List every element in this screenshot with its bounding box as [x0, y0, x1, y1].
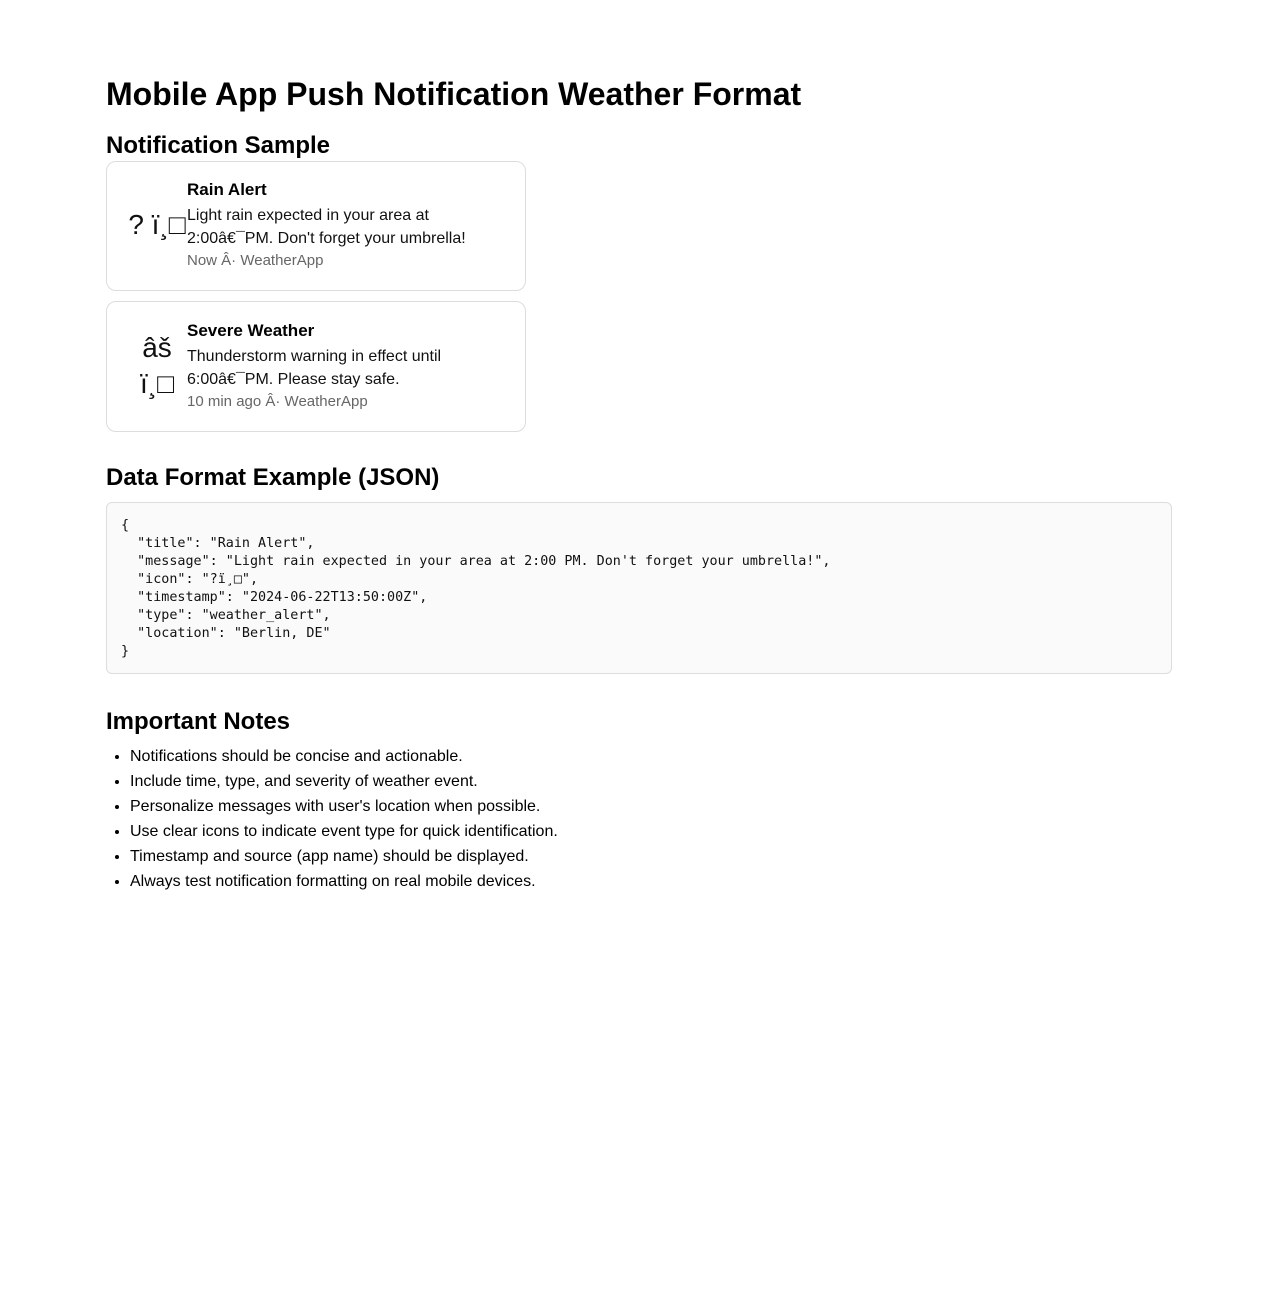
- notification-card-severe-weather[interactable]: [106, 301, 526, 432]
- notes-list: [106, 744, 1172, 894]
- data-format-heading: Data Format Example (JSON): [106, 464, 440, 491]
- notification-message: Thunderstorm warning in effect until 6:00â€¯PM. Please stay safe.: [187, 347, 442, 388]
- notification-card-rain-alert[interactable]: [106, 161, 526, 291]
- list-item: • Timestamp and source (app name) should be displayed.: [130, 844, 1172, 869]
- notification-title: Severe Weather: [187, 320, 315, 340]
- notification-body: [187, 320, 509, 412]
- notification-body: [187, 179, 509, 271]
- list-item: • Always test notification formatting on real mobile devices.: [130, 869, 1172, 894]
- json-code-block: { "title": "Rain Alert", "message": "Light rain expected in your area at 2:00 PM. Don't forget your umbrella!", "icon": "?ï¸□", "timestamp": "2024-06-22T13:50:00Z", "type": "weather_alert", "location": "Berlin, DE" }: [106, 502, 1172, 674]
- page-title: Mobile App Push Notification Weather Format: [106, 76, 802, 112]
- important-notes-heading: Important Notes: [106, 708, 291, 735]
- notification-meta: Now Â· WeatherApp: [187, 252, 324, 269]
- notification-title: Rain Alert: [187, 180, 267, 199]
- warning-icon: âš ï¸□: [139, 331, 174, 399]
- list-item: • Personalize messages with user's location when possible.: [130, 794, 1172, 819]
- rain-icon: ? ï¸□: [128, 209, 186, 240]
- list-item: • Notifications should be concise and actionable.: [130, 744, 1172, 769]
- notification-sample-heading: Notification Sample: [106, 132, 331, 159]
- list-item: • Use clear icons to indicate event type for quick identification.: [130, 819, 1172, 844]
- list-item: • Include time, type, and severity of weather event.: [130, 769, 1172, 794]
- notification-message: Light rain expected in your area at 2:00â€¯PM. Don't forget your umbrella!: [187, 207, 466, 247]
- notification-meta: 10 min ago Â· WeatherApp: [187, 392, 368, 410]
